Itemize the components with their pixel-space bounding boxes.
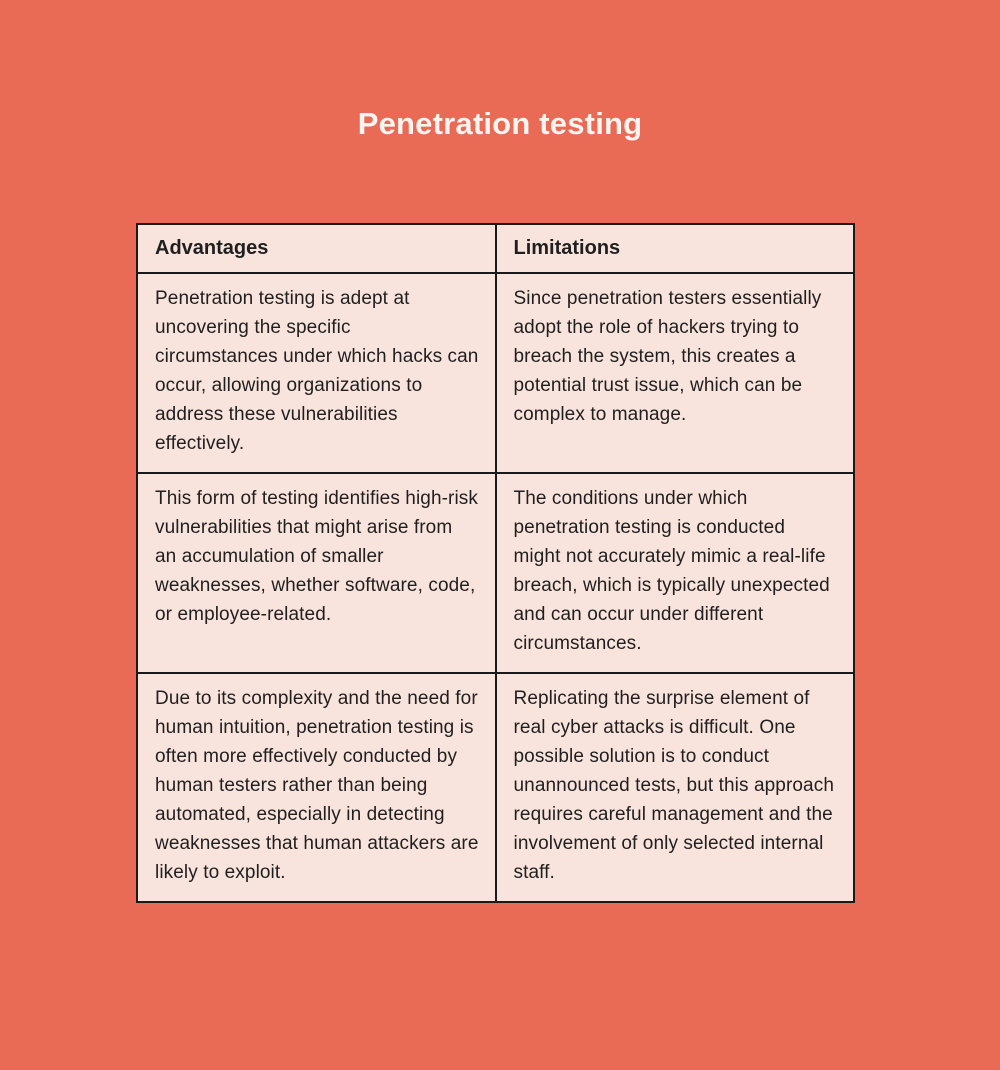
limitation-cell: Since penetration testers essentially adopt the role of hackers trying to breach the system, this creates a potential trust issue, which can be complex to manage. bbox=[496, 273, 855, 473]
advantages-limitations-table bbox=[136, 223, 855, 903]
advantage-cell: Penetration testing is adept at uncovering the specific circumstances under which hacks can occur, allowing organizations to address these vulnerabilities effectively. bbox=[137, 273, 496, 473]
limitation-cell: Replicating the surprise element of real cyber attacks is difficult. One possible solution is to conduct unannounced tests, but this approach requires careful management and the involvement of only selected internal staff. bbox=[496, 673, 855, 902]
table-header-row bbox=[137, 224, 854, 273]
page-title: Penetration testing bbox=[357, 105, 643, 141]
advantage-cell: This form of testing identifies high-risk vulnerabilities that might arise from an accumulation of smaller weaknesses, whether software, code, or employee-related. bbox=[137, 473, 496, 673]
column-header-limitations: Limitations bbox=[496, 224, 855, 273]
table-row bbox=[137, 673, 854, 902]
column-header-advantages: Advantages bbox=[137, 224, 496, 273]
table-row bbox=[137, 273, 854, 473]
advantage-cell: Due to its complexity and the need for human intuition, penetration testing is often more effectively conducted by human testers rather than being automated, especially in detecting weaknesses that human attackers are likely to exploit. bbox=[137, 673, 496, 902]
limitation-cell: The conditions under which penetration testing is conducted might not accurately mimic a real-life breach, which is typically unexpected and can occur under different circumstances. bbox=[496, 473, 855, 673]
table-row bbox=[137, 473, 854, 673]
